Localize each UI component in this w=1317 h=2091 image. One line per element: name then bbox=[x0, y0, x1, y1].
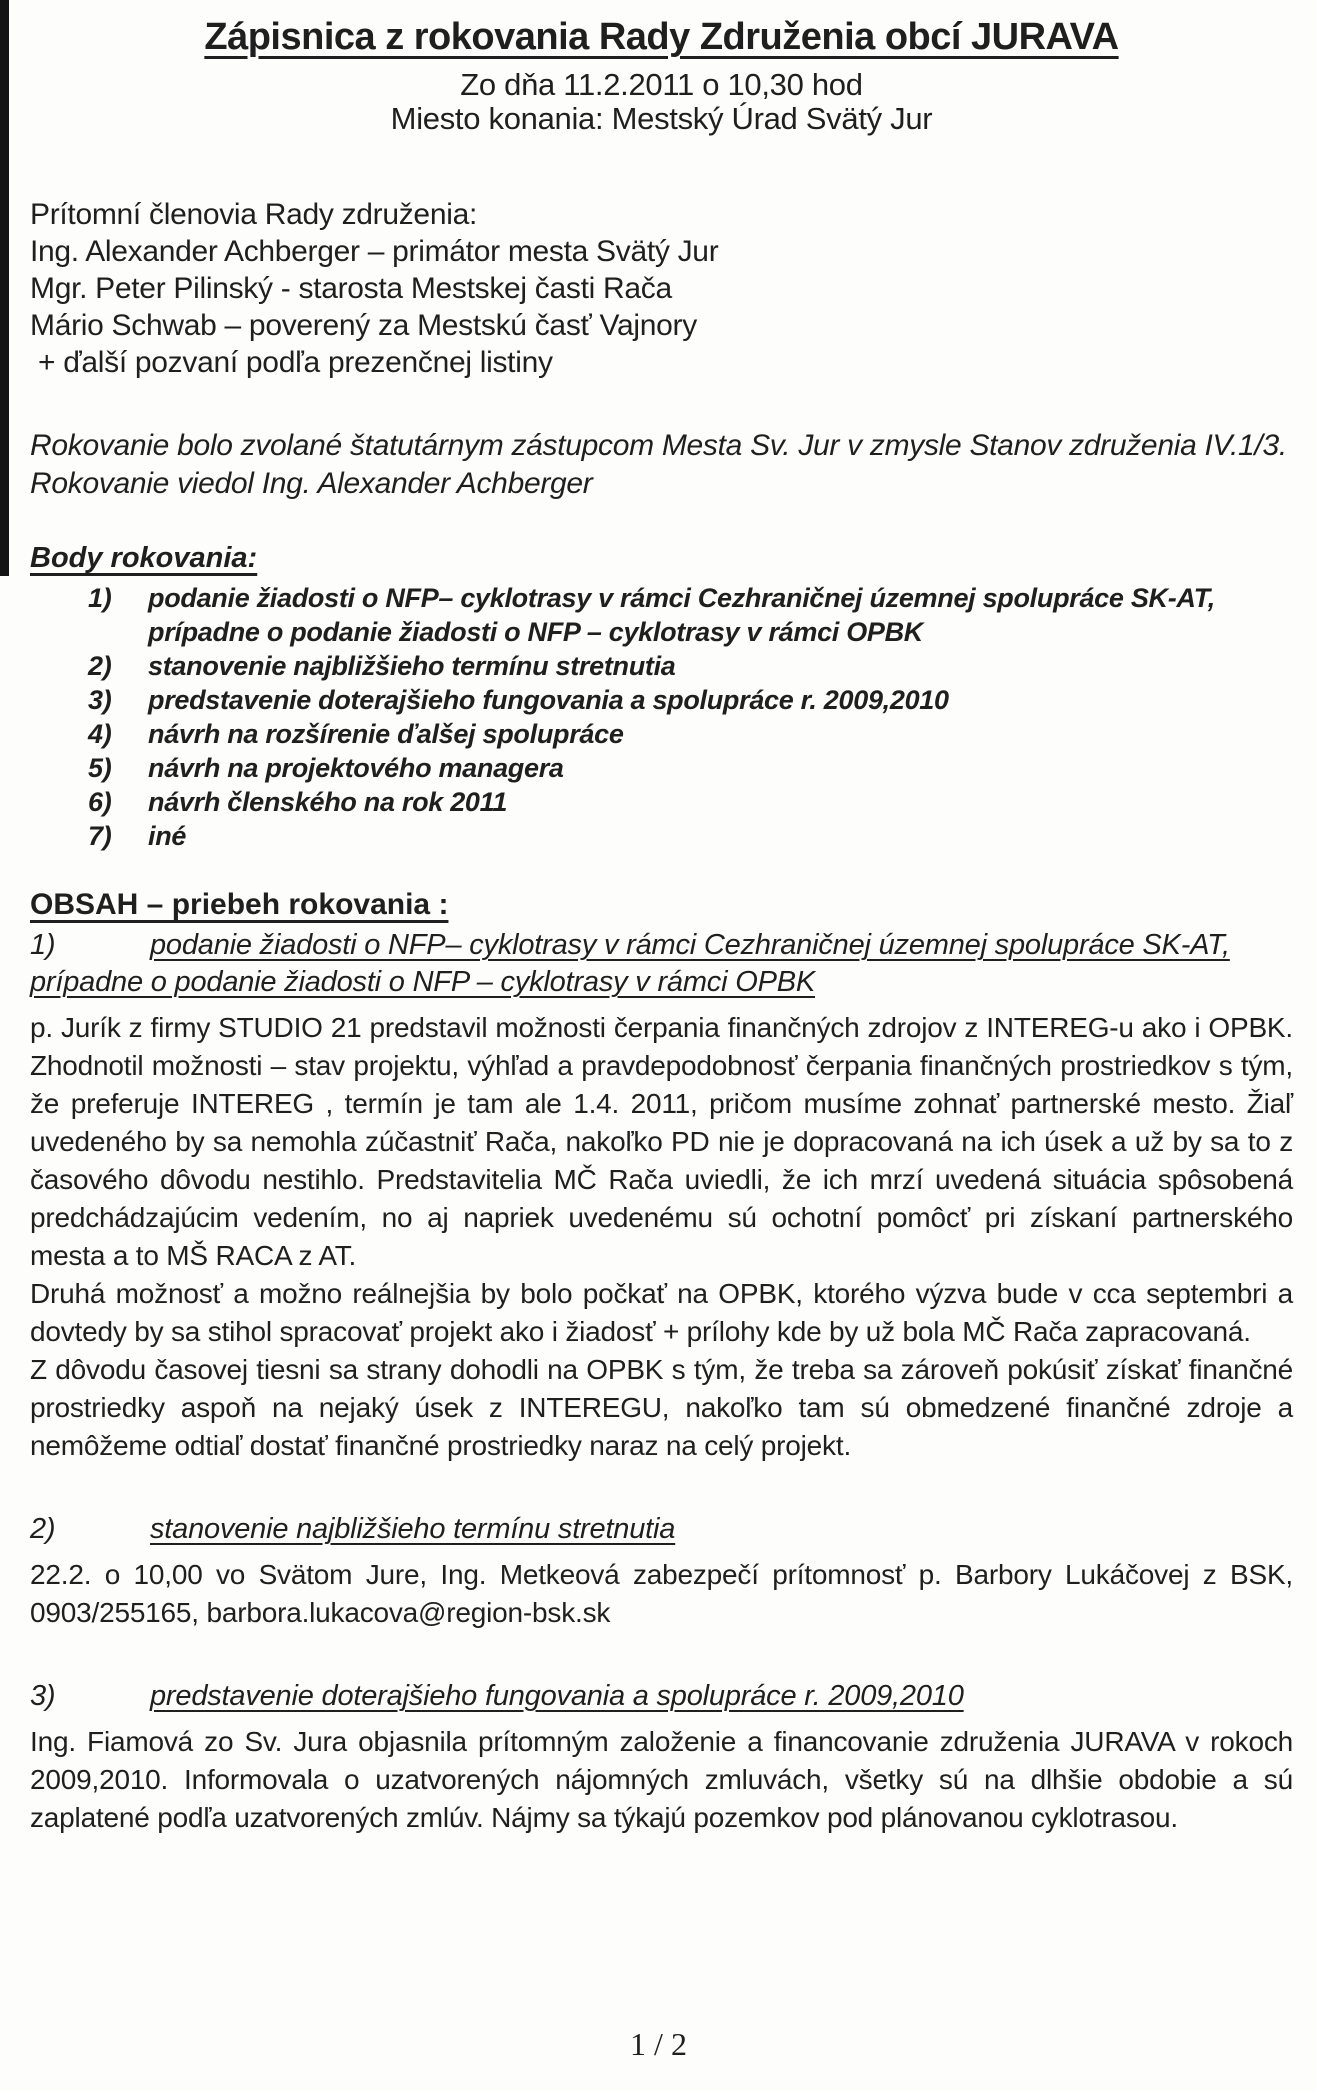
section-body bbox=[30, 1009, 1293, 1465]
agenda-item bbox=[88, 717, 1293, 751]
section-title: stanovenie najbližšieho termínu stretnutia bbox=[150, 1513, 676, 1545]
attendee-line: Mgr. Peter Pilinský - starosta Mestskej časti Rača bbox=[30, 272, 672, 305]
section-paragraph: Ing. Fiamová zo Sv. Jura objasnila prítomným založenie a financovanie združenia JURAVA v rokoch 2009,2010. Informovala o uzatvorených nájomných zmluvách, všetky sú na dlhšie obdobie a sú zaplatené podľa uzatvorených zmlúv. Nájmy sa týkajú pozemkov pod plánovanou cyklotrasou. bbox=[30, 1726, 1293, 1833]
agenda-item-number: 6) bbox=[88, 787, 112, 817]
intro-paragraph: Rokovanie bolo zvolané štatutárnym zástupcom Mesta Sv. Jur v zmysle Stanov združenia IV.1/3. Rokovanie viedol Ing. Alexander Achberger bbox=[30, 429, 1287, 500]
agenda-item-number: 2) bbox=[88, 651, 112, 681]
attendee-line: Mário Schwab – poverený za Mestskú časť Vajnory bbox=[30, 309, 697, 342]
agenda-item-text: predstavenie doterajšieho fungovania a spolupráce r. 2009,2010 bbox=[148, 685, 949, 715]
agenda-item bbox=[88, 683, 1293, 717]
section-body bbox=[30, 1723, 1293, 1837]
document-title-text: Zápisnica z rokovania Rady Združenia obcí JURAVA bbox=[204, 16, 1119, 58]
section-3 bbox=[30, 1678, 1293, 1837]
document-subtitle-date: Zo dňa 11.2.2011 o 10,30 hod bbox=[460, 67, 863, 102]
agenda-item bbox=[88, 649, 1293, 683]
agenda-item-number: 3) bbox=[88, 685, 112, 715]
attendee-line: + ďalší pozvaní podľa prezenčnej listiny bbox=[38, 346, 553, 379]
agenda-heading bbox=[30, 539, 1293, 577]
section-paragraph: Druhá možnosť a možno reálnejšia by bolo počkať na OPBK, ktorého výzva bude v cca septembri a dovtedy by sa stihol spracovať projekt ako i žiadosť + prílohy kde by už bola MČ Rača zapracovaná. bbox=[30, 1278, 1293, 1347]
section-paragraph: 22.2. o 10,00 vo Svätom Jure, Ing. Metkeová zabezpečí prítomnosť p. Barbory Lukáčovej z BSK, 0903/255165, barbora.lukacova@region-bsk.sk bbox=[30, 1559, 1293, 1628]
section-2 bbox=[30, 1511, 1293, 1632]
content-heading-text: OBSAH – priebeh rokovania : bbox=[30, 888, 449, 921]
attendees-block bbox=[30, 196, 1293, 381]
agenda-item-text: iné bbox=[148, 821, 187, 851]
agenda-item bbox=[88, 785, 1293, 819]
attendees-heading: Prítomní členovia Rady združenia: bbox=[30, 198, 477, 231]
scan-artifact-strip bbox=[0, 0, 9, 576]
section-paragraph: p. Jurík z firmy STUDIO 21 predstavil možnosti čerpania finančných zdrojov z INTEREG-u ako i OPBK. Zhodnotil možnosti – stav projektu, výhľad a pravdepodobnosť čerpania finančných prostriedkov s tým, že preferuje INTEREG , termín je tam ale 1.4. 2011, pričom musíme zohnať partnerské mesto. Žiaľ uvedeného by sa nemohla zúčastniť Rača, nakoľko PD nie je dopracovaná na ich úsek a už by sa to z časového dôvodu nestihlo. Predstavitelia MČ Rača uviedli, že ich mrzí uvedená situácia spôsobená predchádzajúcim vedením, no aj napriek uvedenému sú ochotní pomôcť pri získaní partnerského mesta a to MŠ RACA z AT. bbox=[30, 1012, 1293, 1271]
agenda-heading-text: Body rokovania: bbox=[30, 542, 258, 574]
agenda-item-text: návrh na projektového managera bbox=[148, 753, 564, 783]
document-title bbox=[30, 14, 1293, 60]
document-subtitle-location: Miesto konania: Mestský Úrad Svätý Jur bbox=[390, 101, 933, 136]
section-number: 3) bbox=[30, 1680, 56, 1712]
agenda-item-text: podanie žiadosti o NFP– cyklotrasy v rámci Cezhraničnej územnej spolupráce SK-AT, prípadne o podanie žiadosti o NFP – cyklotrasy v rámci OPBK bbox=[148, 583, 1215, 647]
agenda-item-text: návrh na rozšírenie ďalšej spolupráce bbox=[148, 719, 624, 749]
agenda-item-number: 5) bbox=[88, 753, 112, 783]
section-heading bbox=[30, 1678, 1293, 1715]
attendee-line: Ing. Alexander Achberger – primátor mesta Svätý Jur bbox=[30, 235, 719, 268]
section-body bbox=[30, 1556, 1293, 1632]
agenda-list bbox=[30, 581, 1293, 853]
section-title: predstavenie doterajšieho fungovania a spolupráce r. 2009,2010 bbox=[150, 1680, 964, 1712]
agenda-item bbox=[88, 581, 1293, 649]
section-heading bbox=[30, 927, 1293, 1001]
agenda-item bbox=[88, 819, 1293, 853]
page-number: 1 / 2 bbox=[630, 2026, 687, 2062]
section-1 bbox=[30, 927, 1293, 1465]
section-title: podanie žiadosti o NFP– cyklotrasy v rámci Cezhraničnej územnej spolupráce SK-AT, prípadne o podanie žiadosti o NFP – cyklotrasy v rámci OPBK bbox=[30, 929, 1230, 998]
document-content bbox=[30, 14, 1293, 1837]
content-heading bbox=[30, 885, 1293, 925]
agenda-item-text: návrh členského na rok 2011 bbox=[148, 787, 508, 817]
agenda-item-text: stanovenie najbližšieho termínu stretnutia bbox=[148, 651, 676, 681]
agenda-item-number: 7) bbox=[88, 821, 112, 851]
agenda-item-number: 4) bbox=[88, 719, 112, 749]
agenda-item bbox=[88, 751, 1293, 785]
section-number: 1) bbox=[30, 929, 56, 961]
section-number: 2) bbox=[30, 1513, 56, 1545]
section-heading bbox=[30, 1511, 1293, 1548]
section-paragraph: Z dôvodu časovej tiesni sa strany dohodli na OPBK s tým, že treba sa zároveň pokúsiť získať finančné prostriedky aspoň na nejaký úsek z INTEREGU, nakoľko tam sú obmedzené finančné zdroje a nemôžeme odtiaľ dostať finančné prostriedky naraz na celý projekt. bbox=[30, 1354, 1293, 1461]
agenda-item-number: 1) bbox=[88, 583, 112, 613]
